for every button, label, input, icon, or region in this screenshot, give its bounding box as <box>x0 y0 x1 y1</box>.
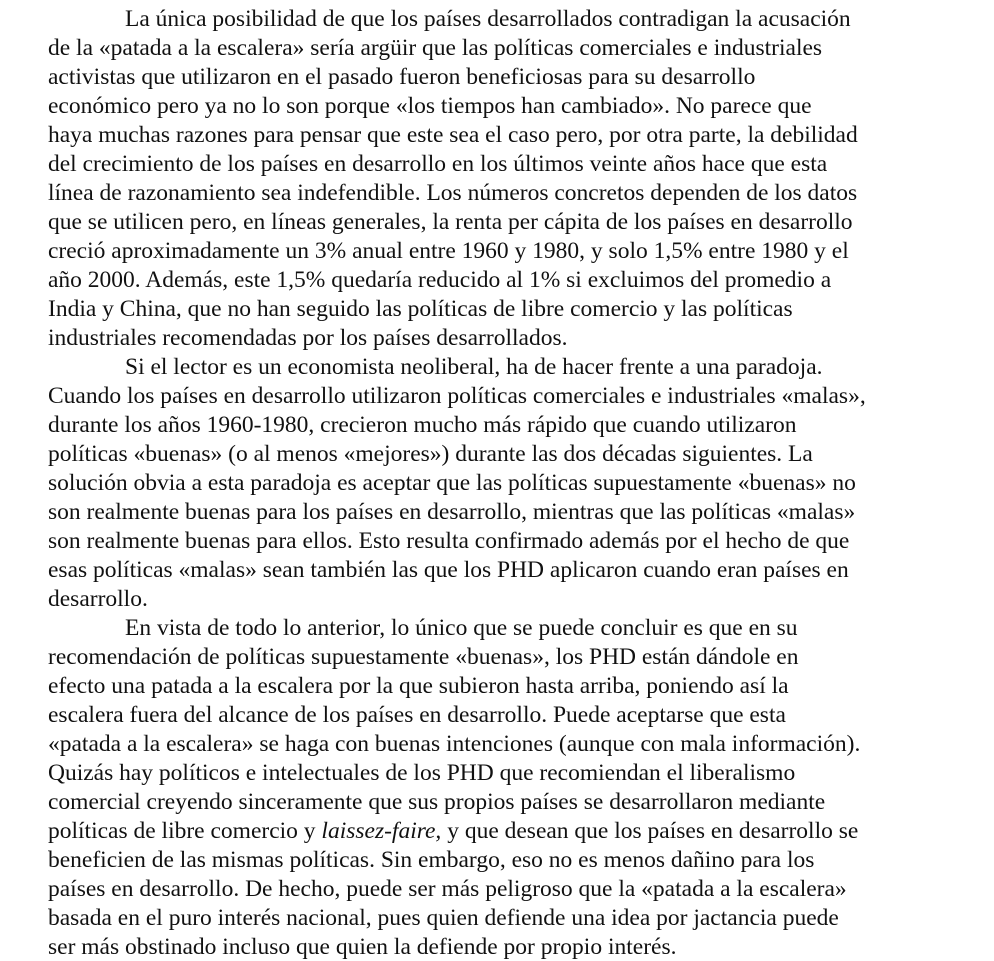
text-line: solución obvia a esta paradoja es aceptar que las políticas supuestamente «buenas» no <box>48 470 856 496</box>
text-line: desarrollo. <box>48 586 148 612</box>
text-line: escalera fuera del alcance de los países en desarrollo. Puede aceptarse que esta <box>48 702 786 728</box>
text-line: año 2000. Además, este 1,5% quedaría reducido al 1% si excluimos del promedio a <box>48 267 832 293</box>
text-line: que se utilicen pero, en líneas generales, la renta per cápita de los países en desarrollo <box>48 209 853 235</box>
text-line: basada en el puro interés nacional, pues quien defiende una idea por jactancia puede <box>48 905 839 931</box>
text-line: En vista de todo lo anterior, lo único que se puede concluir es que en su <box>125 615 798 641</box>
text-line: comercial creyendo sinceramente que sus propios países se desarrollaron mediante <box>48 789 826 815</box>
text-line: Si el lector es un economista neoliberal, ha de hacer frente a una paradoja. <box>125 354 823 380</box>
text-line: Quizás hay políticos e intelectuales de los PHD que recomiendan el liberalismo <box>48 760 796 786</box>
text-line: línea de razonamiento sea indefendible. Los números concretos dependen de los datos <box>48 180 858 206</box>
text-line: Cuando los países en desarrollo utilizaron políticas comerciales e industriales «malas», <box>48 383 866 409</box>
text-line: son realmente buenas para ellos. Esto resulta confirmado además por el hecho de que <box>48 528 850 554</box>
text-line: países en desarrollo. De hecho, puede ser más peligroso que la «patada a la escalera» <box>48 876 847 902</box>
text-line: políticas «buenas» (o al menos «mejores») durante las dos décadas siguientes. La <box>48 441 813 467</box>
text-line: India y China, que no han seguido las políticas de libre comercio y las políticas <box>48 296 793 322</box>
text-line: activistas que utilizaron en el pasado fueron beneficiosas para su desarrollo <box>48 64 756 90</box>
text-line: industriales recomendadas por los países desarrollados. <box>48 325 568 351</box>
text-line: La única posibilidad de que los países desarrollados contradigan la acusación <box>125 6 851 32</box>
italic-term: laissez-faire, <box>321 818 442 844</box>
text-line: efecto una patada a la escalera por la que subieron hasta arriba, poniendo así la <box>48 673 789 699</box>
text-line: son realmente buenas para los países en desarrollo, mientras que las políticas «malas» <box>48 499 856 525</box>
text-line: recomendación de políticas supuestamente «buenas», los PHD están dándole en <box>48 644 799 670</box>
text-line <box>48 817 858 846</box>
text-segment: y que desean que los países en desarrollo se <box>441 818 859 844</box>
text-line: ser más obstinado incluso que quien la defiende por propio interés. <box>48 934 677 960</box>
text-line: haya muchas razones para pensar que este sea el caso pero, por otra parte, la debilidad <box>48 122 858 148</box>
text-line: durante los años 1960-1980, crecieron mucho más rápido que cuando utilizaron <box>48 412 797 438</box>
text-line: «patada a la escalera» se haga con buenas intenciones (aunque con mala información). <box>48 731 861 757</box>
text-segment: políticas de libre comercio y <box>48 818 322 844</box>
text-line: esas políticas «malas» sean también las que los PHD aplicaron cuando eran países en <box>48 557 849 583</box>
text-line: creció aproximadamente un 3% anual entre 1960 y 1980, y solo 1,5% entre 1980 y el <box>48 238 849 264</box>
text-line: del crecimiento de los países en desarrollo en los últimos veinte años hace que esta <box>48 151 828 177</box>
text-line: beneficien de las mismas políticas. Sin embargo, eso no es menos dañino para los <box>48 847 815 873</box>
text-line: de la «patada a la escalera» sería argüir que las políticas comerciales e industriales <box>48 35 823 61</box>
text-line: económico pero ya no lo son porque «los tiempos han cambiado». No parece que <box>48 93 812 119</box>
